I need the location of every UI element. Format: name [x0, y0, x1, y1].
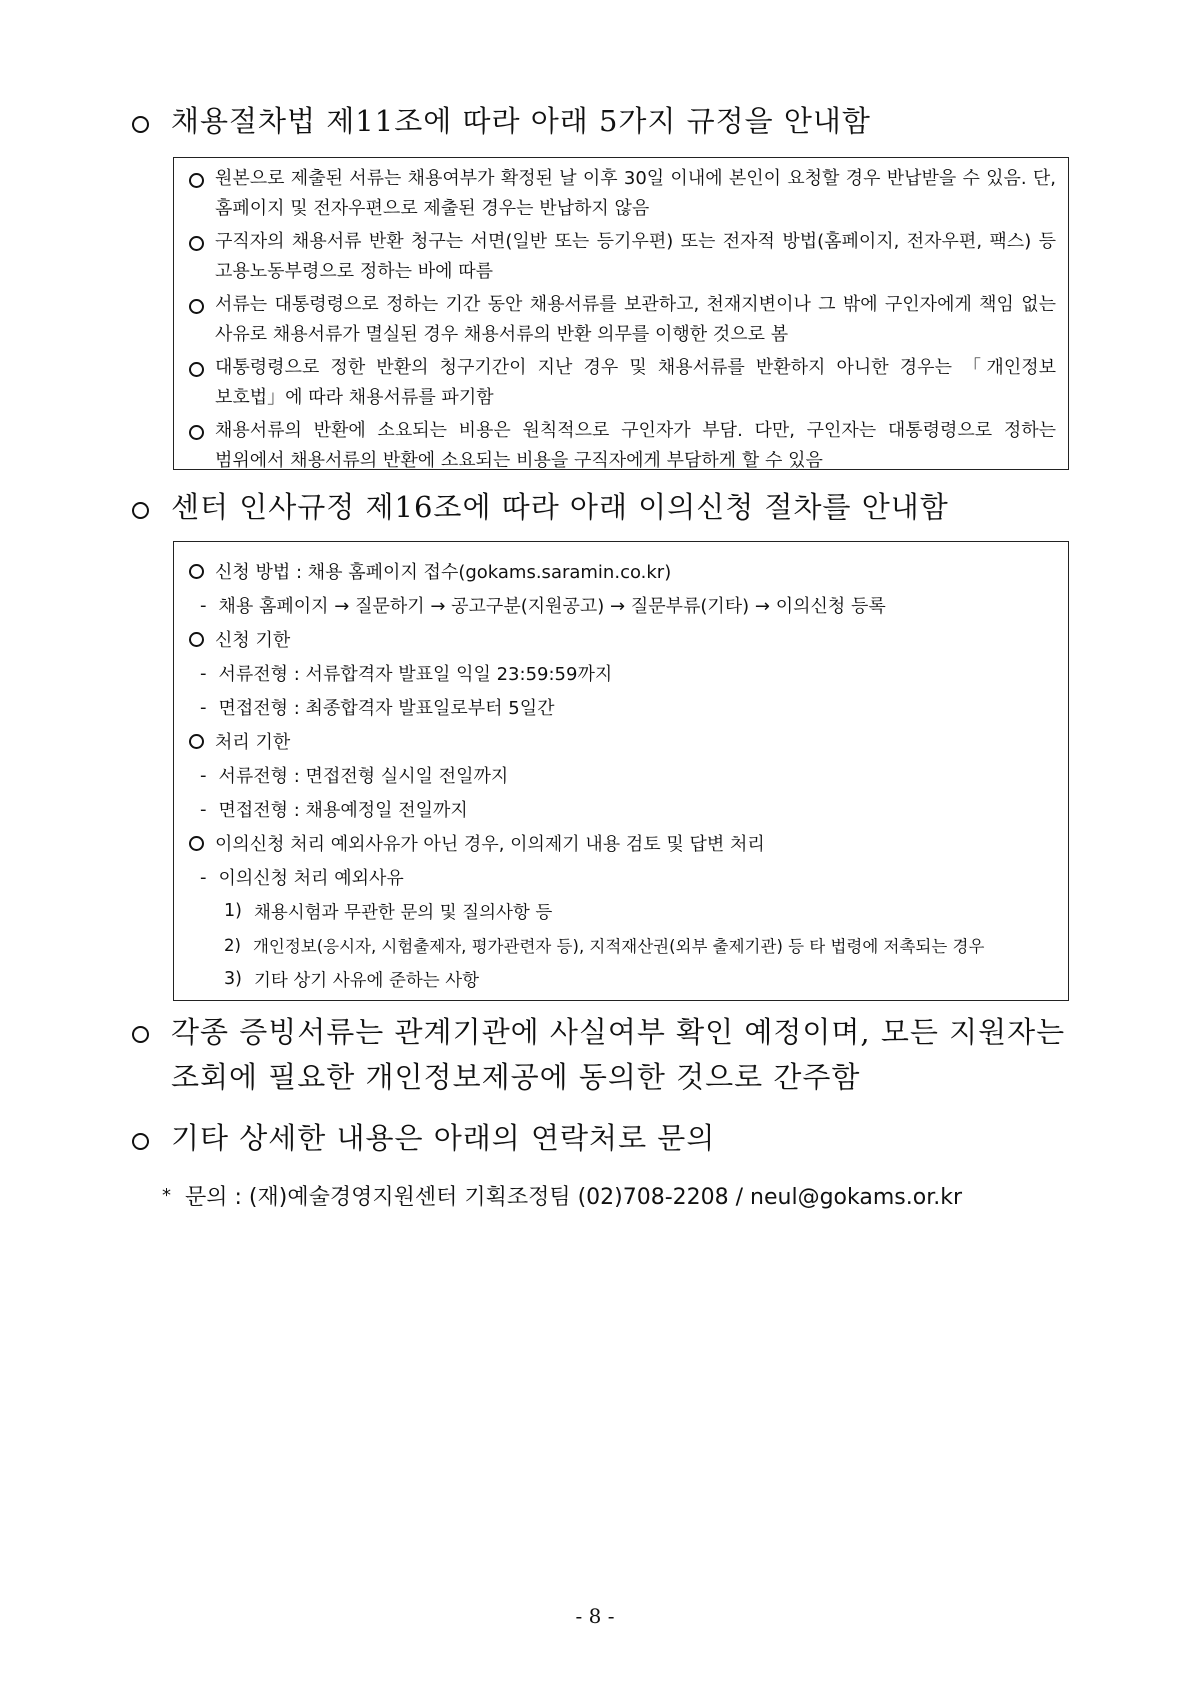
circle-bullet-icon	[189, 734, 204, 749]
circle-bullet-icon	[132, 1133, 149, 1150]
dash-marker: -	[200, 798, 207, 820]
number-marker: 3)	[224, 969, 242, 989]
list-item: 이의신청 처리 예외사유가 아닌 경우, 이의제기 내용 검토 및 답변 처리	[186, 826, 1056, 860]
circle-bullet-icon	[132, 502, 149, 519]
dash-marker: -	[200, 764, 207, 786]
list-item: 채용서류의 반환에 소요되는 비용은 원칙적으로 구인자가 부담. 다만, 구인자는 대통령령으로 정하는 범위에서 채용서류의 반환에 소요되는 비용을 구직자에게 부담하게 할 수 있음	[186, 416, 1056, 476]
regulations-box	[173, 157, 1069, 470]
list-item: 처리 기한	[186, 724, 1056, 758]
contact-text: 문의 : (재)예술경영지원센터 기획조정팀 (02)708-2208 / neul@gokams.or.kr	[185, 1185, 963, 1210]
list-item: 대통령령으로 정한 반환의 청구기간이 지난 경우 및 채용서류를 반환하지 아니한 경우는 「개인정보 보호법」에 따라 채용서류를 파기함	[186, 353, 1056, 413]
circle-bullet-icon	[132, 1026, 149, 1043]
list-item: - 서류전형 : 면접전형 실시일 전일까지	[200, 764, 509, 787]
list-item: 3) 기타 상기 사유에 준하는 사항	[224, 969, 480, 991]
circle-bullet-icon	[189, 362, 204, 377]
dash-marker: -	[200, 594, 207, 616]
list-item: - 면접전형 : 최종합격자 발표일로부터 5일간	[200, 696, 555, 719]
list-item: - 서류전형 : 서류합격자 발표일 익일 23:59:59까지	[200, 662, 613, 685]
dash-marker: -	[200, 662, 207, 684]
circle-bullet-icon	[189, 173, 204, 188]
asterisk-marker: *	[162, 1185, 171, 1206]
appeal-procedure-box	[173, 541, 1069, 1001]
list-item: 신청 방법 : 채용 홈페이지 접수(gokams.saramin.co.kr)	[186, 554, 1056, 588]
dash-marker: -	[200, 866, 207, 888]
circle-bullet-icon	[189, 236, 204, 251]
page-number: - 8 -	[575, 1604, 615, 1628]
list-item: 신청 기한	[186, 622, 1056, 656]
contact-line	[162, 1180, 962, 1211]
circle-bullet-icon	[132, 116, 149, 133]
circle-bullet-icon	[189, 632, 204, 647]
list-item: 서류는 대통령령으로 정하는 기간 동안 채용서류를 보관하고, 천재지변이나 그 밖에 구인자에게 책임 없는 사유로 채용서류가 멸실된 경우 채용서류의 반환 의무를 이행한 것으로 봄	[186, 290, 1056, 350]
list-item: 원본으로 제출된 서류는 채용여부가 확정된 날 이후 30일 이내에 본인이 요청할 경우 반납받을 수 있음. 단, 홈페이지 및 전자우편으로 제출된 경우는 반납하지 않음	[186, 164, 1056, 224]
list-item: 2) 개인정보(응시자, 시험출제자, 평가관련자 등), 지적재산권(외부 출제기관) 등 타 법령에 저촉되는 경우	[224, 935, 985, 956]
section-heading-4: 기타 상세한 내용은 아래의 연락처로 문의	[132, 1117, 1092, 1161]
section-heading-2: 센터 인사규정 제16조에 따라 아래 이의신청 절차를 안내함	[132, 486, 1092, 530]
dash-marker: -	[200, 696, 207, 718]
list-item: - 이의신청 처리 예외사유	[200, 866, 404, 889]
circle-bullet-icon	[189, 836, 204, 851]
circle-bullet-icon	[189, 564, 204, 579]
list-item: 구직자의 채용서류 반환 청구는 서면(일반 또는 등기우편) 또는 전자적 방법(홈페이지, 전자우편, 팩스) 등 고용노동부령으로 정하는 바에 따름	[186, 227, 1056, 287]
list-item: - 채용 홈페이지 → 질문하기 → 공고구분(지원공고) → 질문부류(기타) → 이의신청 등록	[200, 594, 886, 617]
number-marker: 2)	[224, 935, 241, 955]
number-marker: 1)	[224, 901, 242, 921]
circle-bullet-icon	[189, 425, 204, 440]
list-item: - 면접전형 : 채용예정일 전일까지	[200, 798, 468, 821]
section-heading-1: 채용절차법 제11조에 따라 아래 5가지 규정을 안내함	[132, 100, 1092, 144]
circle-bullet-icon	[189, 299, 204, 314]
list-item: 1) 채용시험과 무관한 문의 및 질의사항 등	[224, 901, 553, 923]
section-heading-3: 각종 증빙서류는 관계기관에 사실여부 확인 예정이며, 모든 지원자는 조회에 필요한 개인정보제공에 동의한 것으로 간주함	[132, 1010, 1092, 1100]
